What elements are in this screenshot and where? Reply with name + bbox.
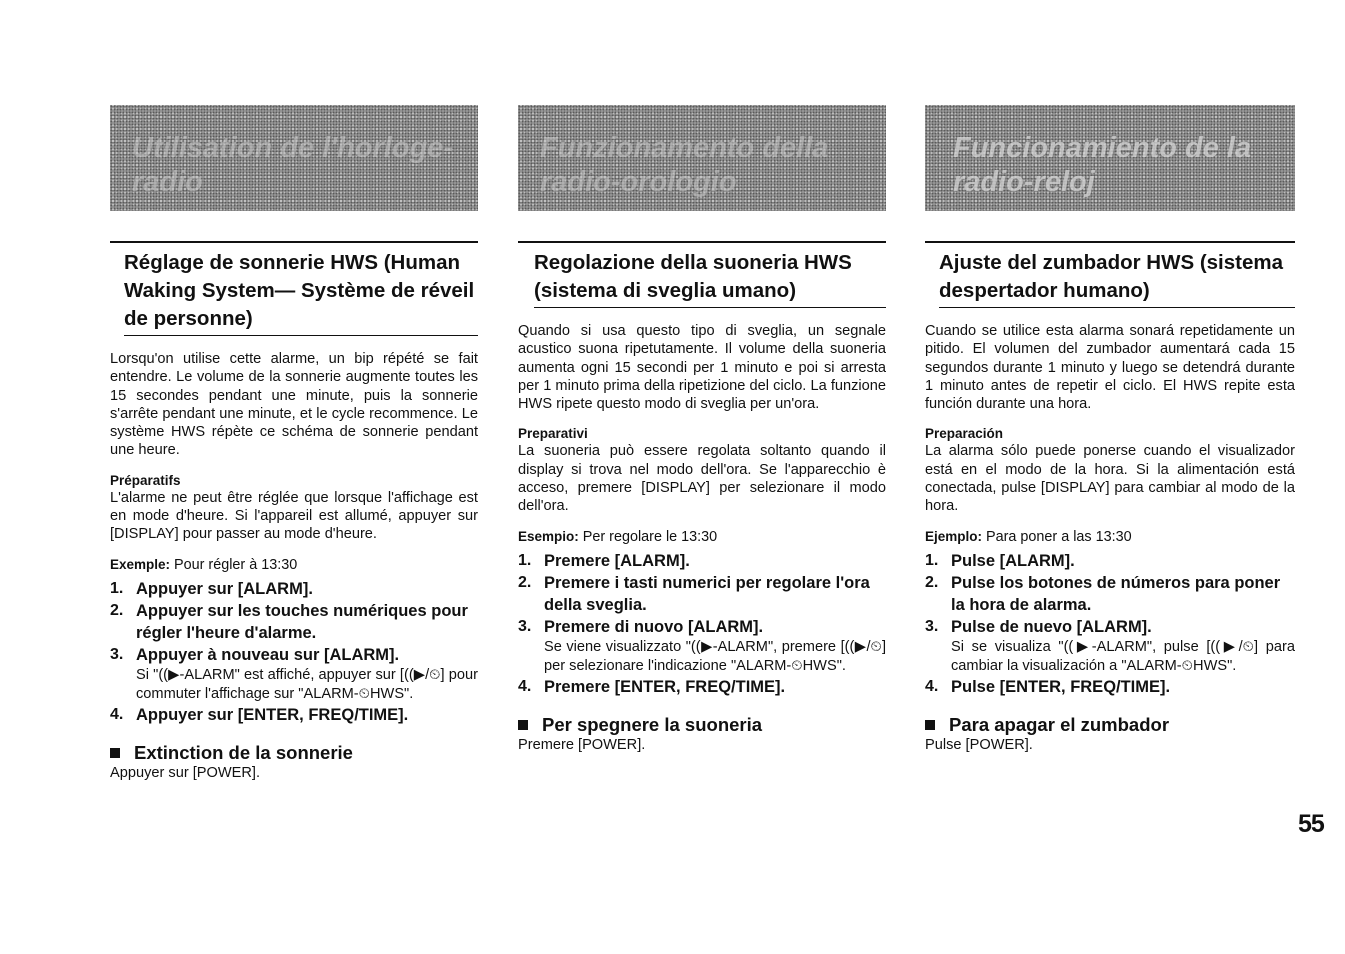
step-text: Premere i tasti numerici per regolare l'ora della sveglia.: [544, 573, 870, 614]
heading-rule: [110, 241, 478, 243]
bullet-square-icon: [518, 720, 528, 730]
step-item: [110, 704, 478, 726]
step-item: [110, 578, 478, 600]
step-item: [925, 572, 1295, 616]
prep-body: L'alarme ne peut être réglée que lorsque l'affichage est en mode d'heure. Si l'appareil est allumé, appuyer sur [DISPLAY] pour passer au mode d'heure.: [110, 489, 478, 543]
step-item: [925, 550, 1295, 572]
prep-body: La alarma sólo puede ponerse cuando el visualizador está en el modo de la hora. Si la alimentación está conectada, pulse [DISPLAY] para cambiar al modo de la hora.: [925, 443, 1295, 515]
step-number: 2.: [518, 573, 532, 591]
section-banner: [518, 105, 886, 211]
section-heading: Réglage de sonnerie HWS (Human Waking System— Système de réveil de personne): [124, 249, 478, 336]
section-banner: [925, 105, 1295, 211]
steps-list: [925, 550, 1295, 698]
step-item: [518, 616, 886, 676]
example-text: Pour régler à 13:30: [174, 556, 298, 573]
step-text: Premere [ENTER, FREQ/TIME].: [544, 677, 786, 696]
step-number: 1.: [925, 551, 939, 569]
step-text: Appuyer sur les touches numériques pour régler l'heure d'alarme.: [136, 601, 468, 642]
section-heading: Regolazione della suoneria HWS (sistema di sveglia umano): [534, 249, 886, 308]
example-line: [925, 528, 1295, 546]
section-banner: [110, 105, 478, 211]
step-text: Appuyer sur [ENTER, FREQ/TIME].: [136, 705, 409, 724]
banner-title: Funzionamento della radio-orologio: [540, 132, 829, 198]
banner-title: Utilisation de l'horloge-radio: [132, 132, 454, 198]
intro-paragraph: Quando si usa questo tipo di sveglia, un segnale acustico suona ripetutamente. Il volume della suoneria aumenta ogni 15 secondi per 1 minuto e poi si arresta per 1 minuto prima della ripetizione del ciclo. La funzione HWS ripete questo modo di sveglia per un'ora.: [518, 323, 886, 413]
step-text: Pulse de nuevo [ALARM].: [951, 617, 1152, 636]
step-text: Pulse [ALARM].: [951, 551, 1075, 570]
steps-list: [110, 578, 478, 726]
step-text: Appuyer sur [ALARM].: [136, 579, 313, 598]
step-item: [110, 644, 478, 704]
example-text: Per regolare le 13:30: [582, 528, 718, 545]
step-number: 2.: [925, 573, 939, 591]
step-number: 4.: [110, 705, 124, 723]
heading-rule: [518, 241, 886, 243]
intro-paragraph: Cuando se utilice esta alarma sonará repetidamente un pitido. El volumen del zumbador aumentará cada 15 segundos durante 1 minuto y luego se detendrá durante 1 minuto antes de repetir el ciclo. El HWS repite esta función durante una hora.: [925, 323, 1295, 413]
step-number: 1.: [518, 551, 532, 569]
step-note: Si "((▶-ALARM" est affiché, appuyer sur [((▶/⏲] pour commuter l'affichage sur "ALARM-⏲HWS".: [136, 666, 478, 702]
banner-title: Funcionamiento de la radio-reloj: [953, 132, 1252, 198]
step-item: [925, 616, 1295, 676]
subsection-heading: [110, 742, 478, 764]
step-note: Se viene visualizzato "((▶-ALARM", premere [((▶/⏲] per selezionare l'indicazione "ALARM-⏲HWS".: [544, 638, 886, 674]
bullet-square-icon: [110, 748, 120, 758]
step-text: Pulse [ENTER, FREQ/TIME].: [951, 677, 1171, 696]
step-text: Pulse los botones de números para poner la hora de alarma.: [951, 573, 1281, 614]
steps-list: [518, 550, 886, 698]
subsection-heading: [925, 714, 1295, 736]
column-spanish: [925, 105, 1295, 754]
example-line: [518, 528, 886, 546]
example-text: Para poner a las 13:30: [986, 528, 1132, 545]
subsection-title: Per spegnere la suoneria: [542, 713, 763, 735]
step-number: 3.: [518, 617, 532, 635]
step-number: 4.: [518, 677, 532, 695]
step-item: [518, 572, 886, 616]
intro-paragraph: Lorsqu'on utilise cette alarme, un bip répété se fait entendre. Le volume de la sonnerie augmente toutes les 15 secondes pendant une minute, puis la sonnerie s'arrête pendant une minute, et le cycle recommence. Le système HWS répète ce schéma de sonnerie pendant une heure.: [110, 351, 478, 459]
subsection-body: Appuyer sur [POWER].: [110, 764, 261, 781]
page-number: 55: [1298, 810, 1324, 838]
example-label: Ejemplo:: [925, 528, 983, 544]
step-number: 1.: [110, 579, 124, 597]
prep-body: La suoneria può essere regolata soltanto quando il display si trova nel modo dell'ora. Se l'apparecchio è acceso, premere [DISPLAY] per selezionare il modo dell'ora.: [518, 443, 886, 515]
bullet-square-icon: [925, 720, 935, 730]
column-italian: [518, 105, 886, 754]
subsection-title: Extinction de la sonnerie: [134, 741, 353, 763]
step-item: [518, 550, 886, 572]
prep-title: Préparatifs: [110, 472, 181, 488]
example-label: Esempio:: [518, 528, 579, 544]
subsection-heading: [518, 714, 886, 736]
step-text: Appuyer à nouveau sur [ALARM].: [136, 645, 400, 664]
prep-title: Preparación: [925, 426, 1004, 442]
prep-title: Preparativi: [518, 426, 588, 442]
step-item: [518, 676, 886, 698]
step-number: 4.: [925, 677, 939, 695]
step-text: Premere [ALARM].: [544, 551, 690, 570]
column-french: [110, 105, 478, 782]
step-note: Si se visualiza "((▶-ALARM", pulse [((▶/⏲] para cambiar la visualización a "ALARM-⏲HWS".: [951, 638, 1295, 674]
subsection-body: Premere [POWER].: [518, 736, 646, 753]
subsection-body: Pulse [POWER].: [925, 736, 1033, 753]
heading-rule: [925, 241, 1295, 243]
step-item: [110, 600, 478, 644]
step-item: [925, 676, 1295, 698]
subsection-title: Para apagar el zumbador: [949, 713, 1170, 735]
step-number: 2.: [110, 601, 124, 619]
step-text: Premere di nuovo [ALARM].: [544, 617, 764, 636]
step-number: 3.: [110, 645, 124, 663]
example-label: Exemple:: [110, 556, 171, 572]
section-heading: Ajuste del zumbador HWS (sistema despertador humano): [939, 249, 1295, 308]
step-number: 3.: [925, 617, 939, 635]
example-line: [110, 556, 478, 574]
